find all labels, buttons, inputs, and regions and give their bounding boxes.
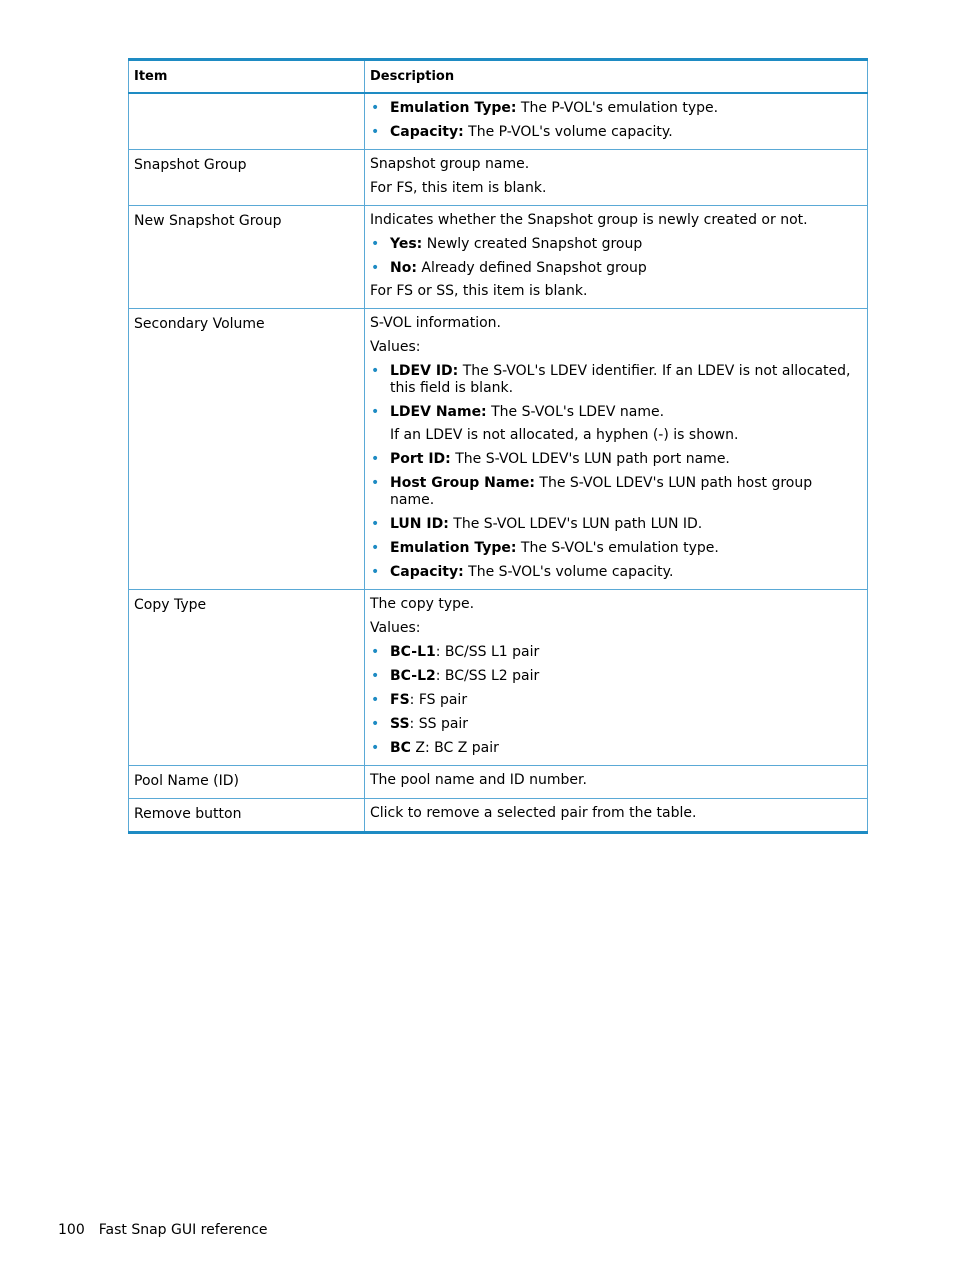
list-item bbox=[370, 716, 860, 733]
reference-table bbox=[128, 58, 868, 834]
list-item bbox=[370, 404, 860, 444]
term-description: The P-VOL's volume capacity. bbox=[463, 124, 673, 140]
bullet-icon: • bbox=[371, 451, 380, 467]
list-item bbox=[370, 540, 860, 557]
table-row bbox=[129, 766, 868, 799]
term: Yes: bbox=[390, 236, 423, 252]
description-paragraph: S-VOL information. bbox=[370, 315, 501, 331]
list-item bbox=[370, 124, 860, 141]
description-cell bbox=[365, 799, 868, 833]
description-paragraph: The copy type. bbox=[370, 596, 475, 612]
list-item bbox=[370, 100, 860, 117]
description-paragraph: The pool name and ID number. bbox=[370, 772, 587, 788]
description-paragraph: Indicates whether the Snapshot group is newly created or not. bbox=[370, 212, 808, 228]
bullet-icon: • bbox=[371, 540, 380, 556]
term: LDEV ID: bbox=[390, 363, 459, 379]
term-description: Z: BC Z pair bbox=[410, 740, 499, 756]
header-description: Description bbox=[365, 60, 868, 94]
description-paragraph: For FS or SS, this item is blank. bbox=[370, 283, 588, 299]
bullet-icon: • bbox=[371, 363, 380, 379]
bullet-icon: • bbox=[371, 644, 380, 660]
bullet-icon: • bbox=[371, 124, 380, 140]
term: Emulation Type: bbox=[390, 540, 517, 556]
term: SS bbox=[390, 716, 410, 732]
list-item bbox=[370, 451, 860, 468]
bullet-icon: • bbox=[371, 716, 380, 732]
list-item bbox=[370, 363, 860, 397]
list-item bbox=[370, 668, 860, 685]
bullet-icon: • bbox=[371, 668, 380, 684]
term: Port ID: bbox=[390, 451, 451, 467]
list-item bbox=[370, 692, 860, 709]
term-description: The P-VOL's emulation type. bbox=[516, 100, 719, 116]
term: LUN ID: bbox=[390, 516, 449, 532]
item-cell: Copy Type bbox=[129, 590, 365, 766]
list-item bbox=[370, 260, 860, 277]
bullet-icon: • bbox=[371, 740, 380, 756]
term-description: The S-VOL LDEV's LUN path port name. bbox=[450, 451, 730, 467]
description-cell bbox=[365, 766, 868, 799]
term-description: Newly created Snapshot group bbox=[422, 236, 643, 252]
list-item bbox=[370, 644, 860, 661]
term-description: The S-VOL's emulation type. bbox=[516, 540, 719, 556]
table-row bbox=[129, 206, 868, 309]
table-row bbox=[129, 590, 868, 766]
page-footer bbox=[58, 1222, 268, 1238]
bullet-icon: • bbox=[371, 516, 380, 532]
description-paragraph: Values: bbox=[370, 339, 421, 355]
list-item bbox=[370, 516, 860, 533]
section-title: Fast Snap GUI reference bbox=[98, 1222, 268, 1238]
item-cell: Snapshot Group bbox=[129, 150, 365, 206]
description-cell bbox=[365, 590, 868, 766]
description-paragraph: Click to remove a selected pair from the table. bbox=[370, 805, 697, 821]
table-row bbox=[129, 93, 868, 150]
reference-table-container bbox=[128, 58, 867, 834]
bullet-list bbox=[370, 363, 860, 581]
term: BC-L2 bbox=[390, 668, 436, 684]
bullet-list bbox=[370, 236, 860, 277]
term: Emulation Type: bbox=[390, 100, 517, 116]
description-cell bbox=[365, 309, 868, 590]
page-number: 100 bbox=[58, 1222, 85, 1238]
item-cell: New Snapshot Group bbox=[129, 206, 365, 309]
table-row bbox=[129, 150, 868, 206]
item-cell: Remove button bbox=[129, 799, 365, 833]
header-item: Item bbox=[129, 60, 365, 94]
term-description: : BC/SS L1 pair bbox=[435, 644, 540, 660]
term-description: The S-VOL's LDEV name. bbox=[486, 404, 665, 420]
term: FS bbox=[390, 692, 410, 708]
bullet-icon: • bbox=[371, 236, 380, 252]
term-description: Already defined Snapshot group bbox=[416, 260, 647, 276]
bullet-icon: • bbox=[371, 692, 380, 708]
bullet-icon: • bbox=[371, 564, 380, 580]
term-description: : SS pair bbox=[409, 716, 469, 732]
table-row bbox=[129, 799, 868, 833]
term-description: The S-VOL's volume capacity. bbox=[463, 564, 674, 580]
item-cell bbox=[129, 93, 365, 150]
item-cell: Pool Name (ID) bbox=[129, 766, 365, 799]
term-description: : FS pair bbox=[409, 692, 468, 708]
description-paragraph: For FS, this item is blank. bbox=[370, 180, 547, 196]
list-item bbox=[370, 564, 860, 581]
bullet-icon: • bbox=[371, 475, 380, 491]
list-item bbox=[370, 475, 860, 509]
term-description: The S-VOL LDEV's LUN path host group name. bbox=[390, 475, 813, 508]
term: Host Group Name: bbox=[390, 475, 535, 491]
table-row bbox=[129, 309, 868, 590]
bullet-icon: • bbox=[371, 404, 380, 420]
table-header-row bbox=[129, 60, 868, 94]
description-cell bbox=[365, 206, 868, 309]
description-cell bbox=[365, 150, 868, 206]
term: BC-L1 bbox=[390, 644, 436, 660]
list-item bbox=[370, 236, 860, 253]
sub-paragraph: If an LDEV is not allocated, a hyphen (-) is shown. bbox=[390, 427, 739, 443]
description-paragraph: Snapshot group name. bbox=[370, 156, 530, 172]
bullet-icon: • bbox=[371, 100, 380, 116]
term-description: The S-VOL's LDEV identifier. If an LDEV is not allocated, this field is blank. bbox=[390, 363, 851, 396]
description-cell bbox=[365, 93, 868, 150]
term: BC bbox=[390, 740, 411, 756]
item-cell: Secondary Volume bbox=[129, 309, 365, 590]
description-paragraph: Values: bbox=[370, 620, 421, 636]
bullet-list bbox=[370, 644, 860, 757]
bullet-icon: • bbox=[371, 260, 380, 276]
term: LDEV Name: bbox=[390, 404, 487, 420]
list-item bbox=[370, 740, 860, 757]
term-description: : BC/SS L2 pair bbox=[435, 668, 540, 684]
term: No: bbox=[390, 260, 417, 276]
term: Capacity: bbox=[390, 124, 464, 140]
term: Capacity: bbox=[390, 564, 464, 580]
bullet-list bbox=[370, 100, 860, 141]
term-description: The S-VOL LDEV's LUN path LUN ID. bbox=[448, 516, 703, 532]
